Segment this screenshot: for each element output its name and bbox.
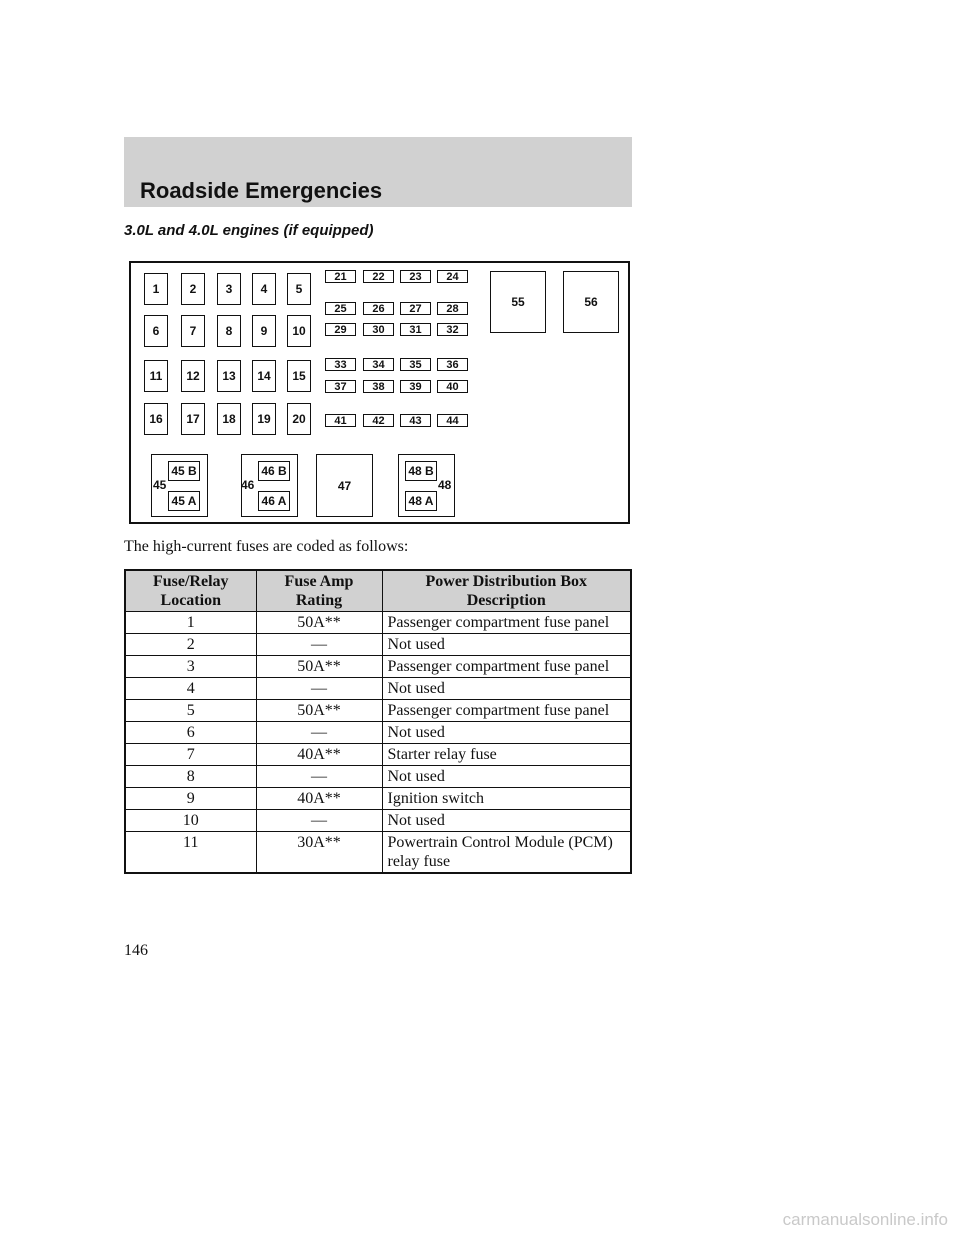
relay-56: 56 [563, 271, 619, 333]
fuse-41: 41 [325, 414, 356, 427]
table-row [125, 832, 631, 874]
fuse-description-cell: Not used [382, 634, 631, 656]
fuse-42: 42 [363, 414, 394, 427]
table-row [125, 678, 631, 700]
fuse-11: 11 [144, 360, 168, 392]
fuse-44: 44 [437, 414, 468, 427]
fuse-30: 30 [363, 323, 394, 336]
fuse-location-cell: 7 [125, 744, 256, 766]
fuse-description-cell: Not used [382, 766, 631, 788]
fuse-23: 23 [400, 270, 431, 283]
fuse-location-cell: 10 [125, 810, 256, 832]
fuse-21: 21 [325, 270, 356, 283]
fuse-10: 10 [287, 315, 311, 347]
fuse-38: 38 [363, 380, 394, 393]
fuse-12: 12 [181, 360, 205, 392]
fuse-27: 27 [400, 302, 431, 315]
fuse-group-46-label: 46 [241, 478, 255, 492]
fuse-20: 20 [287, 403, 311, 435]
fuse-description-cell: Starter relay fuse [382, 744, 631, 766]
fuse-35: 35 [400, 358, 431, 371]
fuse-7: 7 [181, 315, 205, 347]
fuse-45b: 45 B [168, 461, 200, 481]
fuse-43: 43 [400, 414, 431, 427]
fuse-34: 34 [363, 358, 394, 371]
fuse-37: 37 [325, 380, 356, 393]
fuse-33: 33 [325, 358, 356, 371]
watermark: carmanualsonline.info [782, 1210, 948, 1229]
fuse-2: 2 [181, 273, 205, 305]
fuse-40: 40 [437, 380, 468, 393]
fuse-rating-cell: 50A** [256, 612, 382, 634]
fuse-description-cell: Passenger compartment fuse panel [382, 700, 631, 722]
fuse-location-cell: 4 [125, 678, 256, 700]
fuse-rating-cell: — [256, 766, 382, 788]
fuse-location-cell: 2 [125, 634, 256, 656]
fuse-45a: 45 A [168, 491, 200, 511]
fuse-location-cell: 3 [125, 656, 256, 678]
fuse-description-cell: Passenger compartment fuse panel [382, 656, 631, 678]
table-row [125, 788, 631, 810]
fuse-rating-cell: — [256, 634, 382, 656]
fuse-28: 28 [437, 302, 468, 315]
fuse-rating-cell: 50A** [256, 656, 382, 678]
fuse-15: 15 [287, 360, 311, 392]
fuse-description-cell: Not used [382, 722, 631, 744]
fuse-rating-cell: 40A** [256, 788, 382, 810]
fuse-3: 3 [217, 273, 241, 305]
fuse-rating-cell: 50A** [256, 700, 382, 722]
fuse-19: 19 [252, 403, 276, 435]
fuse-14: 14 [252, 360, 276, 392]
fuse-24: 24 [437, 270, 468, 283]
fuse-26: 26 [363, 302, 394, 315]
column-header-rating: Fuse Amp Rating [256, 570, 382, 612]
table-row [125, 700, 631, 722]
fuse-rating-cell: — [256, 678, 382, 700]
fuse-location-cell: 8 [125, 766, 256, 788]
fuse-rating-cell: — [256, 722, 382, 744]
diagram-subtitle: 3.0L and 4.0L engines (if equipped) [124, 222, 374, 239]
fuse-location-cell: 1 [125, 612, 256, 634]
page-number: 146 [124, 942, 148, 959]
fuse-6: 6 [144, 315, 168, 347]
fuse-36: 36 [437, 358, 468, 371]
fuse-46b: 46 B [258, 461, 290, 481]
fuse-9: 9 [252, 315, 276, 347]
table-row [125, 722, 631, 744]
fuse-46a: 46 A [258, 491, 290, 511]
fuse-17: 17 [181, 403, 205, 435]
fuse-table [124, 569, 632, 874]
fuse-location-cell: 5 [125, 700, 256, 722]
fuse-location-cell: 9 [125, 788, 256, 810]
fuse-48b: 48 B [405, 461, 437, 481]
fuse-description-cell: Not used [382, 810, 631, 832]
fuse-box-diagram [129, 261, 630, 524]
fuse-18: 18 [217, 403, 241, 435]
fuse-13: 13 [217, 360, 241, 392]
fuse-48a: 48 A [405, 491, 437, 511]
relay-47: 47 [316, 454, 373, 517]
fuse-group-45-label: 45 [153, 478, 167, 492]
table-row [125, 744, 631, 766]
fuse-rating-cell: 40A** [256, 744, 382, 766]
section-title: Roadside Emergencies [140, 178, 383, 203]
fuse-description-cell: Not used [382, 678, 631, 700]
fuse-39: 39 [400, 380, 431, 393]
table-row [125, 612, 631, 634]
fuse-rating-cell: 30A** [256, 832, 382, 874]
fuse-22: 22 [363, 270, 394, 283]
fuse-29: 29 [325, 323, 356, 336]
fuse-description-cell: Ignition switch [382, 788, 631, 810]
fuse-31: 31 [400, 323, 431, 336]
fuse-intro-text: The high-current fuses are coded as follows: [124, 538, 409, 555]
table-row [125, 634, 631, 656]
table-row [125, 656, 631, 678]
fuse-description-cell: Powertrain Control Module (PCM) relay fuse [382, 832, 631, 874]
fuse-rating-cell: — [256, 810, 382, 832]
fuse-location-cell: 6 [125, 722, 256, 744]
fuse-description-cell: Passenger compartment fuse panel [382, 612, 631, 634]
fuse-location-cell: 11 [125, 832, 256, 874]
relay-55: 55 [490, 271, 546, 333]
column-header-description: Power Distribution Box Description [382, 570, 631, 612]
fuse-1: 1 [144, 273, 168, 305]
fuse-16: 16 [144, 403, 168, 435]
column-header-location: Fuse/Relay Location [125, 570, 256, 612]
table-row [125, 810, 631, 832]
table-row [125, 766, 631, 788]
fuse-group-48-label: 48 [438, 478, 452, 492]
fuse-32: 32 [437, 323, 468, 336]
fuse-25: 25 [325, 302, 356, 315]
fuse-5: 5 [287, 273, 311, 305]
fuse-4: 4 [252, 273, 276, 305]
fuse-8: 8 [217, 315, 241, 347]
